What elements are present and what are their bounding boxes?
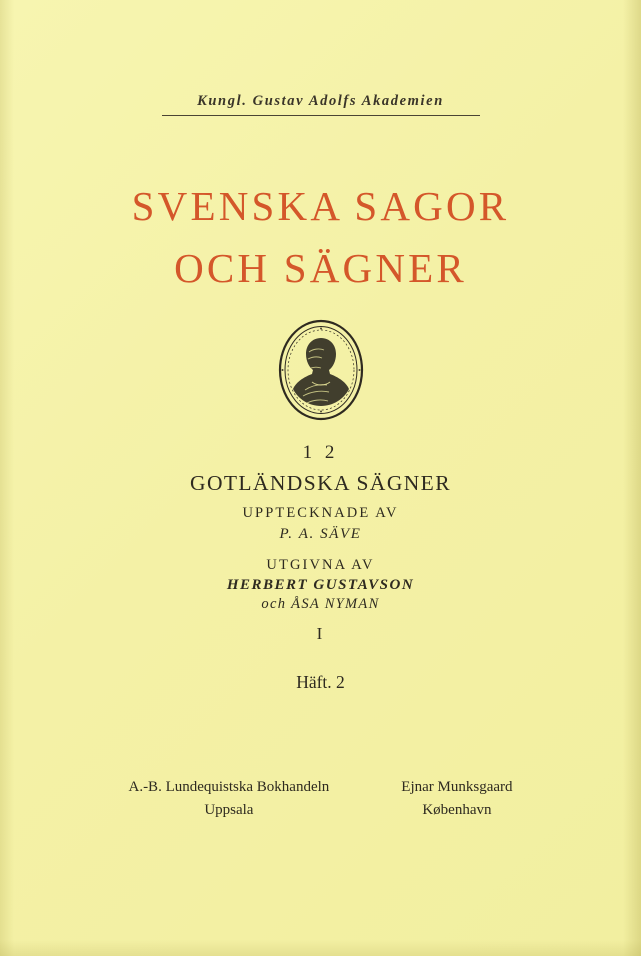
emblem-container bbox=[0, 316, 641, 424]
publisher-left bbox=[128, 776, 329, 823]
publishers-row bbox=[0, 776, 641, 823]
edited-by-label: UTGIVNA AV bbox=[266, 557, 375, 573]
publisher-left-city: Uppsala bbox=[204, 802, 254, 819]
academy-name: Kungl. Gustav Adolfs Akademien bbox=[197, 93, 444, 109]
publisher-right-name: Ejnar Munksgaard bbox=[401, 779, 513, 795]
academy-underline bbox=[162, 115, 480, 116]
academy-seal-icon bbox=[267, 316, 375, 424]
issue-number: Häft. 2 bbox=[296, 672, 345, 692]
publisher-left-name: A.-B. Lundequistska Bokhandeln bbox=[128, 779, 330, 795]
recorded-by-label: UPPTECKNADE AV bbox=[242, 505, 399, 521]
series-subtitle: GOTLÄNDSKA SÄGNER bbox=[190, 471, 451, 495]
publisher-right bbox=[401, 776, 512, 823]
editor-name-1: HERBERT GUSTAVSON bbox=[226, 577, 415, 593]
academy-heading bbox=[0, 93, 641, 120]
book-title-line-2: OCH SÄGNER bbox=[174, 245, 467, 291]
volume-number: I bbox=[316, 624, 325, 643]
series-number: 1 2 bbox=[302, 442, 339, 463]
recorded-by-name: P. A. SÄVE bbox=[279, 526, 362, 542]
book-title-line-1: SVENSKA SAGOR bbox=[131, 183, 510, 229]
editor-name-2: och ÅSA NYMAN bbox=[261, 596, 380, 612]
publisher-right-city: København bbox=[422, 802, 492, 819]
